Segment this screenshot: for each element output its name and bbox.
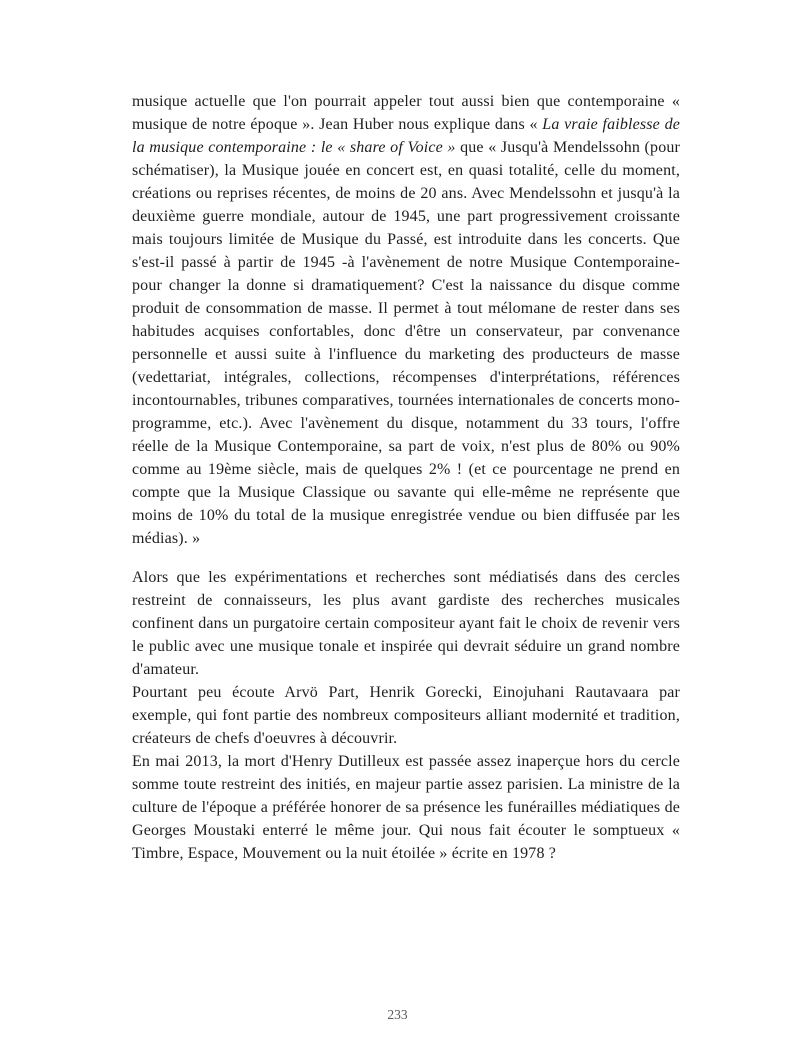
paragraph-dutilleux: En mai 2013, la mort d'Henry Dutilleux est passée assez inaperçue hors du cercle somme toute restreint des initiés, en majeur partie assez parisien. La ministre de la culture de l'époque a préférée honorer de sa présence les funérailles médiatiques de Georges Moustaki enterré le même jour. Qui nous fait écouter le somptueux « Timbre, Espace, Mouvement ou la nuit étoilée » écrite en 1978 ? [132, 753, 680, 862]
text-block [132, 90, 680, 865]
page-number: 233 [387, 1007, 408, 1022]
paragraph-lead-text: musique actuelle que l'on pourrait appeler tout aussi bien que contemporaine « musique de notre époque ». Jean Huber nous explique dans « [132, 93, 680, 133]
paragraph-quote-huber [132, 90, 680, 550]
paragraph-quote-body-text: que « Jusqu'à Mendelssohn (pour schématiser), la Musique jouée en concert est, en quasi totalité, celle du moment, créations ou reprises récentes, de moins de 20 ans. Avec Mendelssohn et jusqu'à la deuxième guerre mondiale, autour de 1945, une part progressivement croissante mais toujours limitée de Musique du Passé, est introduite dans les concerts. Que s'est-il passé à partir de 1945 -à l'avènement de notre Musique Contemporaine- pour changer la donne si dramatiquement? C'est la naissance du disque comme produit de consommation de masse. Il permet à tout mélomane de rester dans ses habitudes acquises confortables, donc d'être un conservateur, par convenance personnelle et aussi suite à l'influence du marketing des producteurs de masse (vedettariat, intégrales, collections, récompenses d'interprétations, références incontournables, tribunes comparatives, tournées internationales de concerts mono-programme, etc.). Avec l'avènement du disque, notamment du 33 tours, l'offre réelle de la Musique Contemporaine, sa part de voix, n'est plus de 80% ou 90% comme au 19ème siècle, mais de quelques 2% ! (et ce pourcentage ne prend en compte que la Musique Classique ou savante qui elle-même ne représente que moins de 10% du total de la musique enregistrée vendue ou bien diffusée par les médias). » [132, 139, 681, 547]
book-title-italic: La vraie faiblesse de la musique contemporaine : le « share of Voice » [132, 116, 680, 156]
paragraph-compositeurs: Pourtant peu écoute Arvö Part, Henrik Gorecki, Einojuhani Rautavaara par exemple, qui font partie des nombreux compositeurs alliant modernité et tradition, créateurs de chefs d'oeuvres à découvrir. [132, 684, 680, 747]
paragraph-experimentations: Alors que les expérimentations et recherches sont médiatisés dans des cercles restreint de connaisseurs, les plus avant gardiste des recherches musicales confinent dans un purgatoire certain compositeur ayant fait le choix de revenir vers le public avec une musique tonale et inspirée qui devrait séduire un grand nombre d'amateur. [132, 569, 680, 678]
